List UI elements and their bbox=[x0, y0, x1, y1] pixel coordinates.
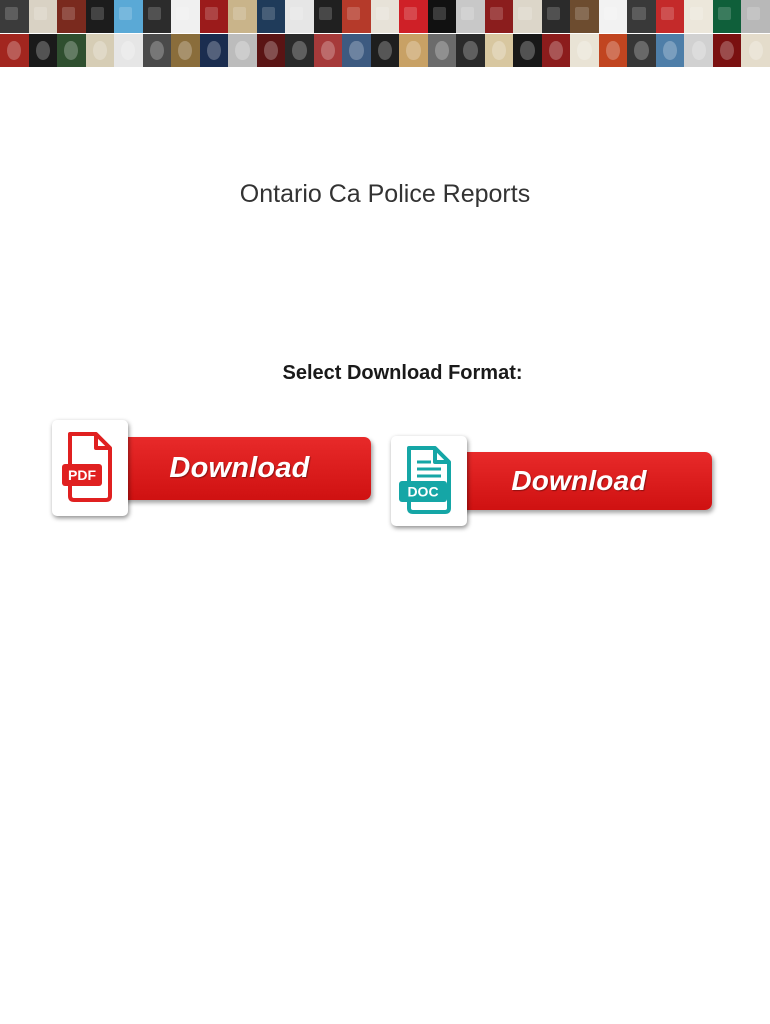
cover-thumbnail bbox=[171, 34, 200, 67]
cover-thumbnail bbox=[485, 0, 514, 33]
cover-thumbnail bbox=[371, 0, 400, 33]
cover-thumbnail bbox=[627, 34, 656, 67]
cover-thumbnail bbox=[599, 0, 628, 33]
download-format-label: Select Download Format: bbox=[282, 362, 523, 384]
cover-thumbnail bbox=[627, 0, 656, 33]
cover-thumbnail bbox=[29, 0, 58, 33]
cover-thumbnail bbox=[656, 34, 685, 67]
cover-thumbnail bbox=[285, 0, 314, 33]
cover-thumbnail bbox=[428, 0, 457, 33]
cover-thumbnail bbox=[570, 34, 599, 67]
cover-thumbnail bbox=[114, 0, 143, 33]
cover-thumbnail bbox=[29, 34, 58, 67]
cover-thumbnail bbox=[485, 34, 514, 67]
cover-thumbnail bbox=[200, 0, 229, 33]
cover-thumbnail bbox=[542, 0, 571, 33]
pdf-download-button[interactable] bbox=[52, 420, 322, 518]
cover-thumbnail bbox=[57, 0, 86, 33]
cover-thumbnail bbox=[456, 34, 485, 67]
cover-thumbnail bbox=[314, 34, 343, 67]
cover-thumbnail bbox=[257, 0, 286, 33]
cover-thumbnail bbox=[741, 0, 770, 33]
download-label: Download bbox=[169, 452, 310, 484]
cover-thumbnail bbox=[399, 34, 428, 67]
cover-thumbnail bbox=[86, 34, 115, 67]
cover-thumbnail bbox=[285, 34, 314, 67]
cover-thumbnail bbox=[684, 34, 713, 67]
cover-thumbnail bbox=[57, 34, 86, 67]
cover-thumbnail bbox=[0, 0, 29, 33]
cover-thumbnail bbox=[0, 34, 29, 67]
cover-thumbnail bbox=[200, 34, 229, 67]
page-title: Ontario Ca Police Reports bbox=[239, 180, 531, 208]
cover-thumbnail bbox=[86, 0, 115, 33]
cover-thumbnail bbox=[228, 34, 257, 67]
cover-thumbnail bbox=[171, 0, 200, 33]
cover-thumbnail bbox=[513, 34, 542, 67]
cover-thumbnail bbox=[228, 0, 257, 33]
cover-thumbnail bbox=[599, 34, 628, 67]
download-bar[interactable] bbox=[446, 452, 712, 510]
cover-thumbnail bbox=[143, 34, 172, 67]
file-type-text: DOC bbox=[407, 483, 439, 500]
file-type-text: PDF bbox=[68, 467, 96, 483]
doc-download-button[interactable] bbox=[391, 436, 661, 528]
cover-thumbnail bbox=[713, 0, 742, 33]
cover-thumbnail bbox=[114, 34, 143, 67]
cover-thumbnail bbox=[399, 0, 428, 33]
cover-thumbnail bbox=[257, 34, 286, 67]
cover-thumbnail bbox=[656, 0, 685, 33]
cover-thumbnail bbox=[713, 34, 742, 67]
cover-thumbnail bbox=[314, 0, 343, 33]
cover-thumbnail bbox=[371, 34, 400, 67]
cover-thumbnail bbox=[542, 34, 571, 67]
cover-thumbnail bbox=[456, 0, 485, 33]
pdf-file-icon bbox=[52, 420, 128, 516]
cover-thumbnail bbox=[342, 34, 371, 67]
cover-thumbnail bbox=[684, 0, 713, 33]
cover-thumbnail bbox=[428, 34, 457, 67]
cover-thumbnail bbox=[342, 0, 371, 33]
cover-thumbnail bbox=[741, 34, 770, 67]
cover-thumbnail bbox=[570, 0, 599, 33]
cover-thumbnail bbox=[513, 0, 542, 33]
cover-thumbnail-banner bbox=[0, 0, 770, 68]
doc-file-icon bbox=[391, 436, 467, 526]
download-bar[interactable] bbox=[108, 437, 371, 500]
download-label: Download bbox=[511, 465, 647, 496]
cover-thumbnail bbox=[143, 0, 172, 33]
